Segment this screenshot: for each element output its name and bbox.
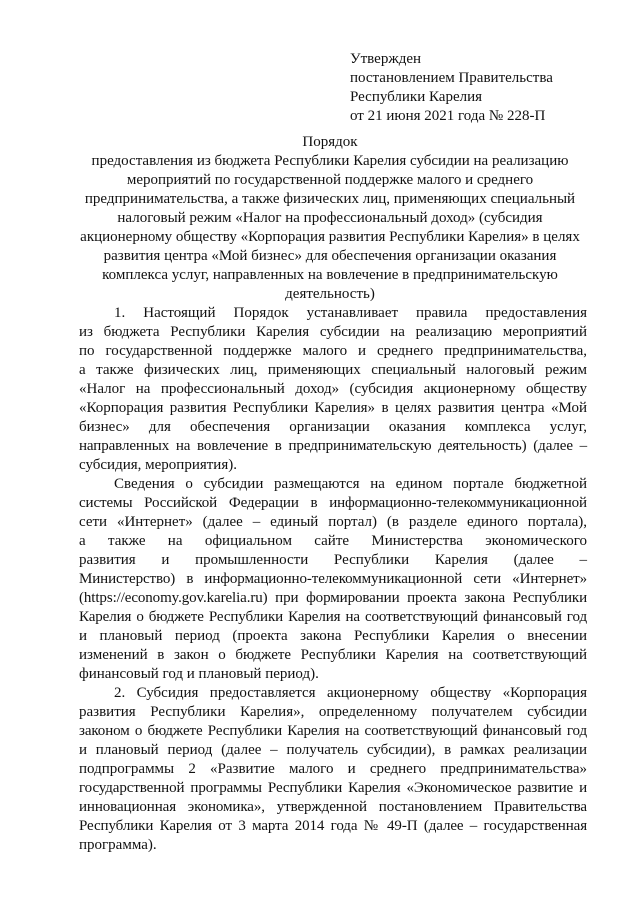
text-line: и плановый период (проекта закона Республики Карелия о внесении <box>79 628 587 644</box>
text-line: субсидия, мероприятия). <box>79 457 237 473</box>
text-line: из бюджета Республики Карелия субсидии на реализацию мероприятий <box>79 324 587 340</box>
title-line: деятельность) <box>285 286 375 302</box>
text-line: а также на официальном сайте Министерства экономического <box>79 533 587 549</box>
text-line: (https://economy.gov.karelia.ru) при формировании проекта закона Республики <box>79 590 587 606</box>
text-line: «Налог на профессиональный доход» (субсидия акционерному обществу <box>79 381 587 397</box>
text-line: программа). <box>79 837 157 853</box>
text-line: изменений в закон о бюджете Республики Карелия на соответствующий <box>79 647 587 663</box>
document-body <box>79 304 587 855</box>
text-line: Министерство) в информационно-телекоммуникационной сети «Интернет» <box>79 571 587 587</box>
title-line: налоговый режим «Налог на профессиональный доход» (субсидия <box>117 210 543 226</box>
text-line: а также физических лиц, применяющих специальный налоговый режим <box>79 362 587 378</box>
title-line: развития центра «Мой бизнес» для обеспечения организации оказания <box>103 248 557 264</box>
approval-stamp <box>350 50 553 126</box>
title-line: акционерному обществу «Корпорация развития Республики Карелия» в целях <box>80 229 580 245</box>
paragraph-1 <box>79 304 587 475</box>
approval-line: от 21 июня 2021 года № 228-П <box>350 108 546 124</box>
text-line: Карелия о бюджете Республики Карелия на соответствующий финансовый год <box>79 609 587 625</box>
text-line: бизнес» для обеспечения организации оказания комплекса услуг, <box>79 419 587 435</box>
text-line: 1. Настоящий Порядок устанавливает правила предоставления <box>114 305 587 321</box>
text-line: по государственной поддержке малого и среднего предпринимательства, <box>79 343 587 359</box>
text-line: инновационная экономика», утвержденной постановлением Правительства <box>79 799 587 815</box>
text-line: финансовый год и плановый период). <box>79 666 319 682</box>
paragraph-2 <box>79 475 587 684</box>
approval-line: Республики Карелия <box>350 89 483 105</box>
title-line: предоставления из бюджета Республики Карелия субсидии на реализацию <box>91 153 569 169</box>
text-line: Сведения о субсидии размещаются на едином портале бюджетной <box>114 476 587 492</box>
text-line: направленных на вовлечение в предпринимательскую деятельность) (далее – <box>79 438 587 454</box>
paragraph-3 <box>79 684 587 855</box>
text-line: системы Российской Федерации в информационно-телекоммуникационной <box>79 495 587 511</box>
text-line: и плановый период (далее – получатель субсидии), в рамках реализации <box>79 742 587 758</box>
text-line: развития и промышленности Республики Карелия (далее – <box>79 552 587 568</box>
text-line: Республики Карелия от 3 марта 2014 года № 49-П (далее – государственная <box>79 818 587 834</box>
text-line: подпрограммы 2 «Развитие малого и среднего предпринимательства» <box>79 761 587 777</box>
text-line: развития Республики Карелия», определенному получателем субсидии <box>79 704 587 720</box>
title-line: комплекса услуг, направленных на вовлечение в предпринимательскую <box>102 267 558 283</box>
document-title <box>80 133 580 304</box>
title-line: мероприятий по государственной поддержке малого и среднего <box>126 172 534 188</box>
text-line: государственной программы Республики Карелия «Экономическое развитие и <box>79 780 587 796</box>
title-line: предпринимательства, а также физических лиц, применяющих специальный <box>84 191 576 207</box>
text-line: «Корпорация развития Республики Карелия» в целях развития центра «Мой <box>79 400 587 416</box>
text-line: законом о бюджете Республики Карелия на соответствующий финансовый год <box>79 723 587 739</box>
text-line: сети «Интернет» (далее – единый портал) (в разделе единого портала), <box>79 514 587 530</box>
title-heading: Порядок <box>302 134 358 150</box>
approval-line: постановлением Правительства <box>350 70 553 86</box>
approval-line: Утвержден <box>350 51 422 67</box>
text-line: 2. Субсидия предоставляется акционерному обществу «Корпорация <box>114 685 587 701</box>
